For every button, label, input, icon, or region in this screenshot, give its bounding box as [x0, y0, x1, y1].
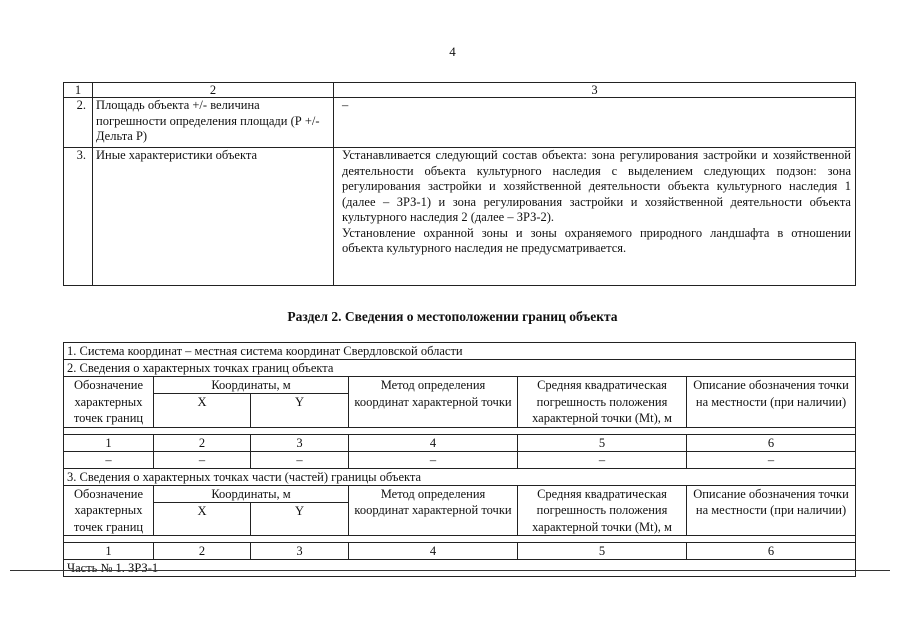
section-title: Раздел 2. Сведения о местоположении границ объекта: [287, 309, 618, 324]
column-header-row: [64, 377, 856, 394]
column-number: 5: [518, 543, 687, 560]
column-number: 3: [251, 434, 349, 451]
col-y: Y: [251, 394, 349, 427]
header-cell: 3: [334, 83, 856, 98]
row-name: Площадь объекта +/- величина погрешности определения площади (Р +/- Дельта Р): [93, 98, 334, 148]
table-row: [64, 98, 856, 148]
table-header-row: [64, 83, 856, 98]
dash-cell: –: [64, 451, 154, 468]
dash-cell: –: [251, 451, 349, 468]
row-number: 3.: [64, 148, 93, 286]
coord-system-label: 1. Система координат – местная система координат Свердловской области: [64, 343, 856, 360]
section-2-label: 2. Сведения о характерных точках границ объекта: [64, 360, 856, 377]
dash-cell: –: [154, 451, 251, 468]
col-point-name: Обозначение характерных точек границ: [64, 377, 154, 428]
object-characteristics-table: [63, 82, 856, 286]
col-method: Метод определения координат характерной точки: [349, 485, 518, 536]
row-value-paragraph: Устанавливается следующий состав объекта: зона регулирования застройки и хозяйственной деятельности объекта культурного наследия с выделением следующих подзон: зона регулирования застройки и хозяйственной деятельности объекта культурного наследия 1 (далее – ЗРЗ-1) и зона регулирования застройки и хозяйственной деятельности объекта культурного наследия 2 (далее – ЗРЗ-2).: [342, 148, 851, 224]
column-number: 4: [349, 434, 518, 451]
spacer-row: [64, 427, 856, 434]
header-cell: 2: [93, 83, 334, 98]
col-coords: Координаты, м: [154, 485, 349, 502]
col-method: Метод определения координат характерной точки: [349, 377, 518, 428]
column-header-row: [64, 485, 856, 502]
page-edge-line: [10, 570, 890, 571]
row-number: 2.: [64, 98, 93, 148]
boundary-coordinates-table: [63, 342, 856, 577]
dash-cell: –: [349, 451, 518, 468]
spacer-cell: [64, 536, 856, 543]
column-number: 4: [349, 543, 518, 560]
column-number: 3: [251, 543, 349, 560]
table-row: [64, 468, 856, 485]
table-row: [64, 148, 856, 286]
page-number: 4: [449, 44, 456, 59]
col-error: Средняя квадратическая погрешность положения характерной точки (Mt), м: [518, 485, 687, 536]
col-error: Средняя квадратическая погрешность положения характерной точки (Mt), м: [518, 377, 687, 428]
column-number-row: [64, 434, 856, 451]
column-number-row: [64, 543, 856, 560]
spacer-row: [64, 536, 856, 543]
col-description: Описание обозначения точки на местности (при наличии): [687, 377, 856, 428]
table-row: [64, 360, 856, 377]
table-row: [64, 343, 856, 360]
col-x: X: [154, 502, 251, 535]
column-number: 1: [64, 434, 154, 451]
row-value: –: [334, 98, 856, 148]
row-value: [334, 148, 856, 286]
dash-cell: –: [687, 451, 856, 468]
dash-cell: –: [518, 451, 687, 468]
part-label: Часть № 1. ЗРЗ-1: [64, 560, 856, 577]
table-row: [64, 451, 856, 468]
row-value-paragraph: Установление охранной зоны и зоны охраняемого природного ландшафта в отношении объекта культурного наследия не предусматривается.: [342, 225, 851, 255]
column-number: 2: [154, 434, 251, 451]
section-3-label: 3. Сведения о характерных точках части (частей) границы объекта: [64, 468, 856, 485]
table-row: [64, 560, 856, 577]
spacer-cell: [64, 427, 856, 434]
col-x: X: [154, 394, 251, 427]
column-number: 2: [154, 543, 251, 560]
column-number: 1: [64, 543, 154, 560]
col-y: Y: [251, 502, 349, 535]
row-name: Иные характеристики объекта: [93, 148, 334, 286]
col-point-name: Обозначение характерных точек границ: [64, 485, 154, 536]
column-number: 6: [687, 434, 856, 451]
column-number: 6: [687, 543, 856, 560]
column-number: 5: [518, 434, 687, 451]
header-cell: 1: [64, 83, 93, 98]
col-coords: Координаты, м: [154, 377, 349, 394]
col-description: Описание обозначения точки на местности (при наличии): [687, 485, 856, 536]
